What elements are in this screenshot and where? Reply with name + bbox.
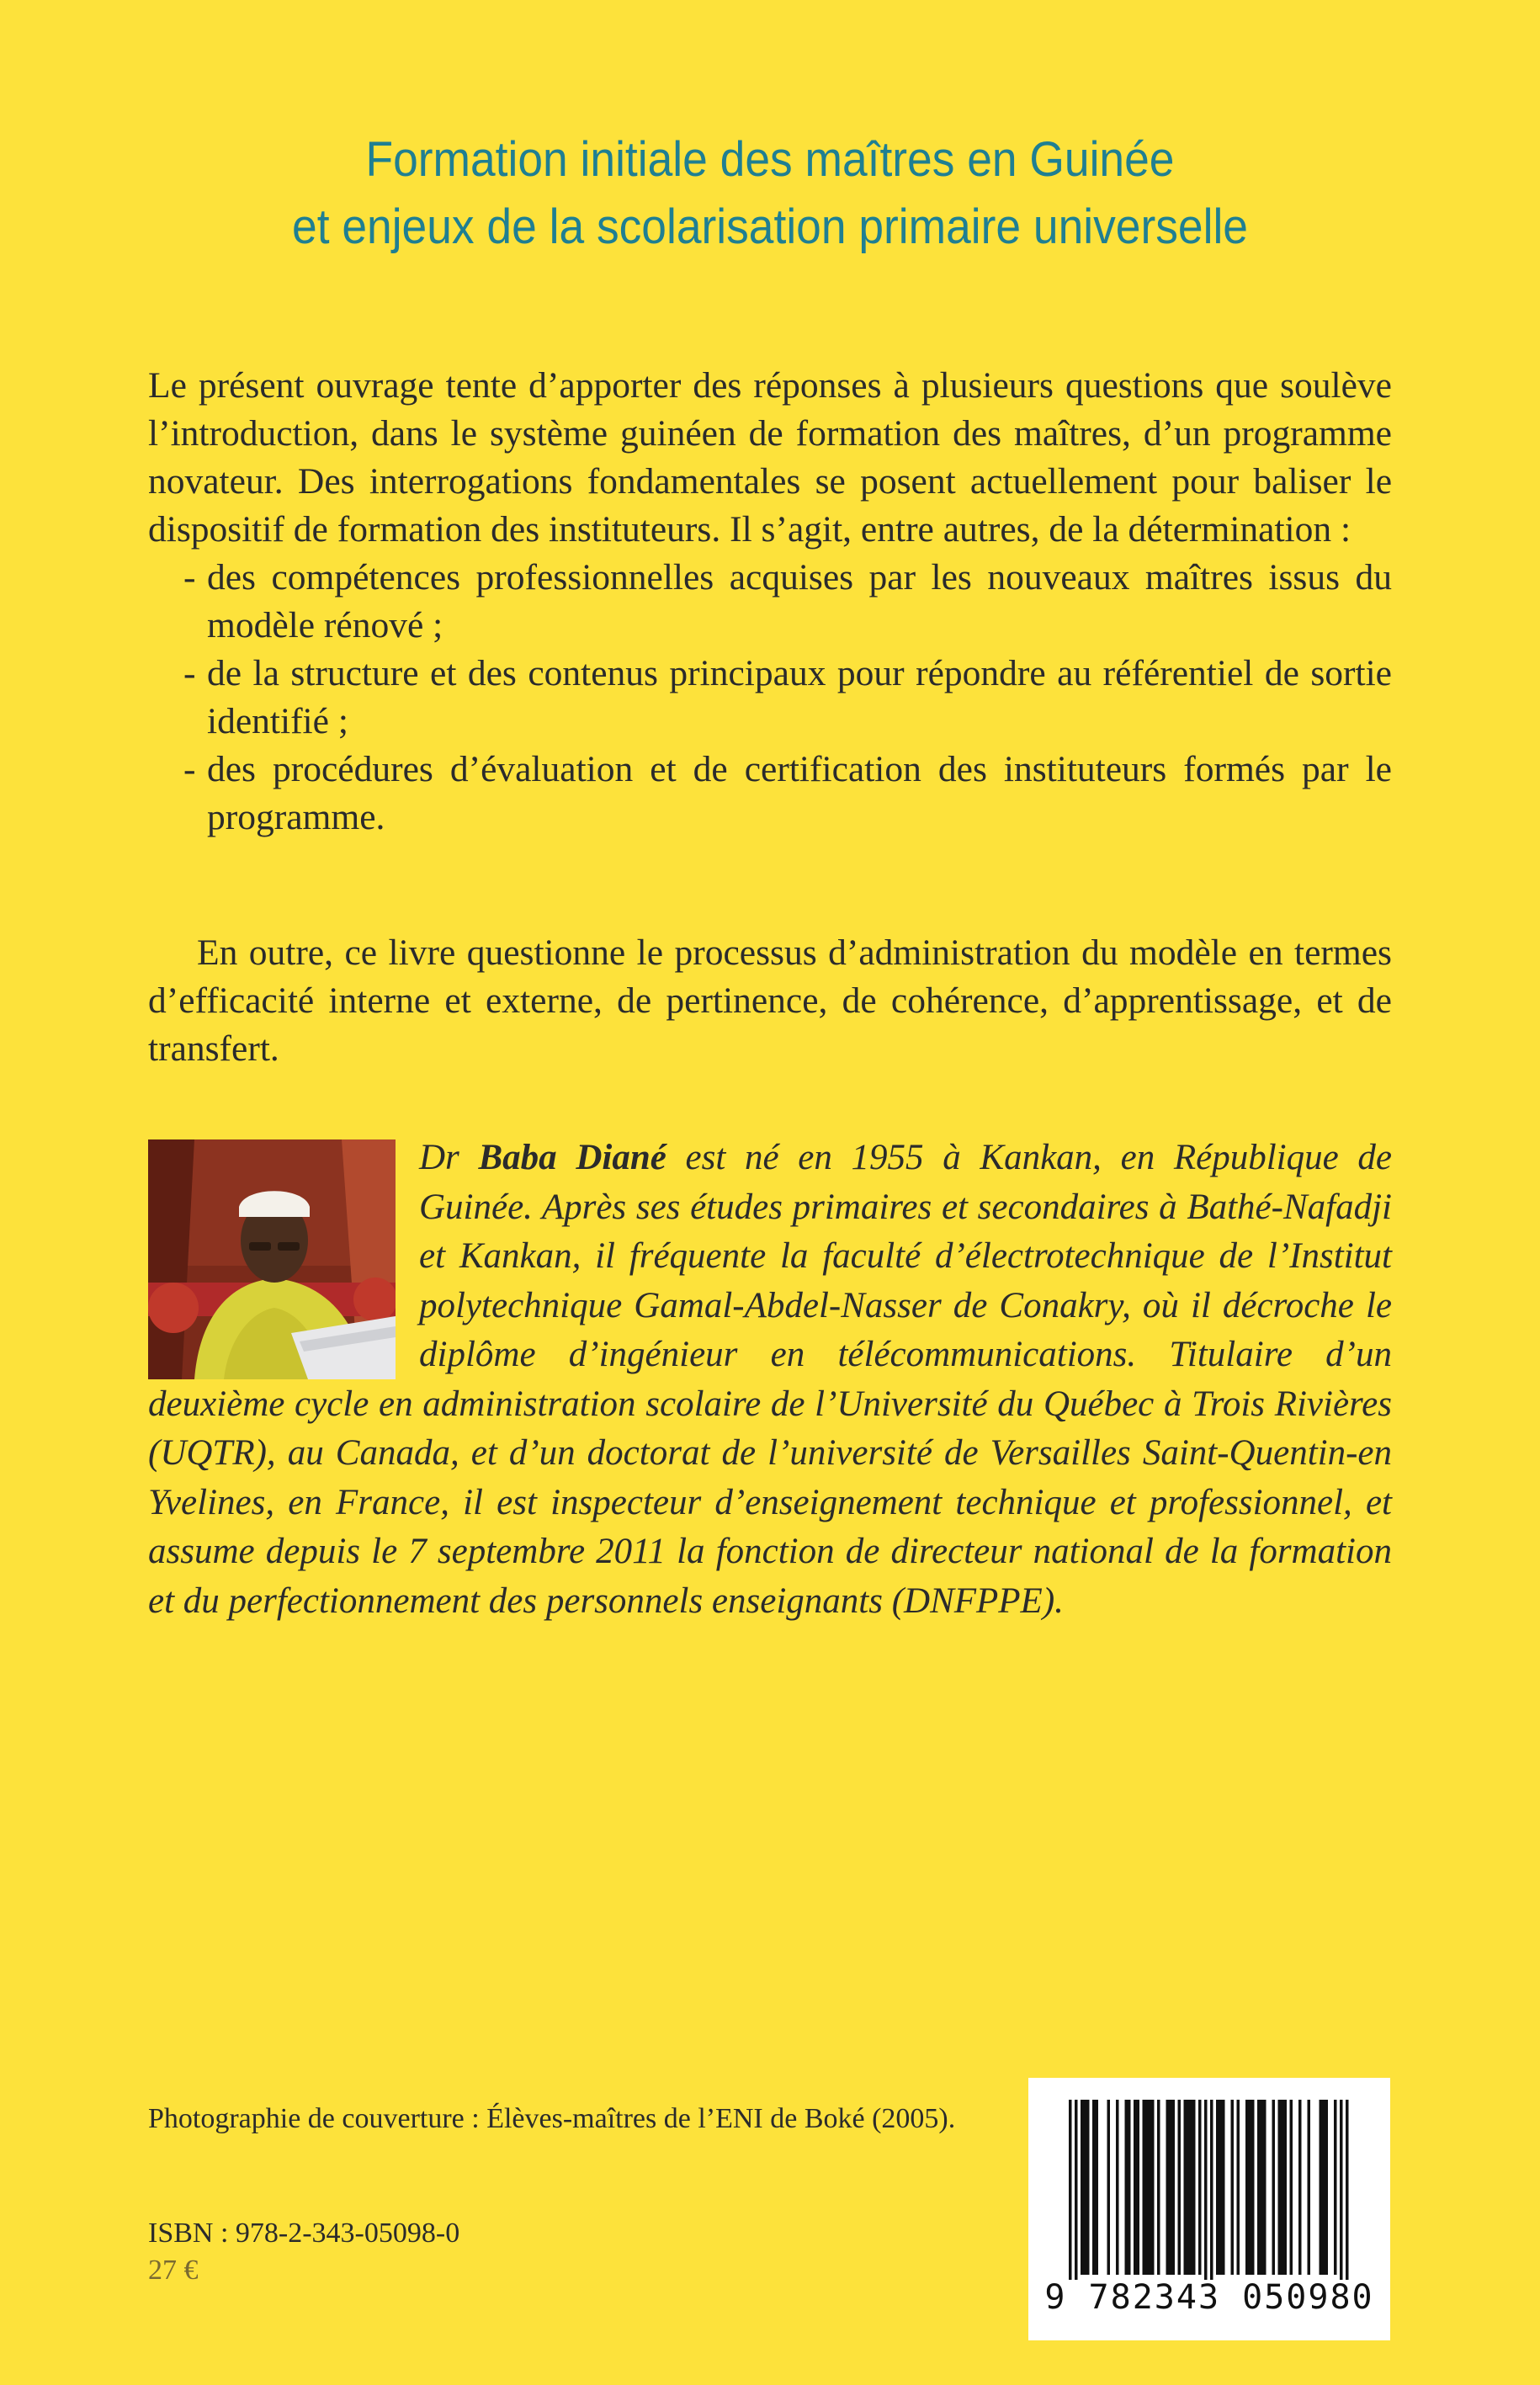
- barcode-bar: [1178, 2100, 1182, 2275]
- barcode-bar: [1320, 2100, 1323, 2275]
- barcode-bar: [1245, 2100, 1249, 2275]
- barcode-bar: [1251, 2100, 1255, 2275]
- intro-list: [148, 554, 1392, 842]
- barcode-bar: [1125, 2100, 1128, 2275]
- barcode-bar: [1340, 2100, 1343, 2280]
- barcode-bar: [1107, 2100, 1111, 2275]
- barcode-bar: [1263, 2100, 1267, 2275]
- barcode-bar: [1151, 2100, 1155, 2275]
- author-photo: [148, 1139, 396, 1379]
- barcode-bar: [1204, 2100, 1208, 2280]
- intro-list-item-text: des compétences professionnelles acquises par les nouveaux maîtres issus du modèle rénové ;: [207, 557, 1392, 645]
- intro-list-item-text: des procédures d’évaluation et de certification des instituteurs formés par le programme.: [207, 749, 1392, 837]
- intro-list-item-text: de la structure et des contenus principaux pour répondre au référentiel de sortie identifié ;: [207, 653, 1392, 741]
- barcode-bar: [1281, 2100, 1284, 2275]
- barcode-bar: [1086, 2100, 1090, 2275]
- title-line-2: et enjeux de la scolarisation primaire universelle: [292, 199, 1248, 254]
- barcode-bar: [1278, 2100, 1282, 2275]
- barcode-bars: [1028, 2078, 1390, 2280]
- barcode-bar: [1096, 2100, 1099, 2275]
- price: 27 €: [148, 2255, 199, 2286]
- barcode-bar: [1169, 2100, 1172, 2275]
- title-line-1: Formation initiale des maîtres en Guinée: [365, 132, 1175, 187]
- barcode-bar: [1237, 2100, 1240, 2275]
- barcode-bar: [1284, 2100, 1288, 2275]
- list-dash: -: [183, 749, 196, 789]
- barcode-bar: [1187, 2100, 1190, 2275]
- intro-paragraph: Le présent ouvrage tente d’apporter des réponses à plusieurs questions que soulève l’introduction, dans le système guinéen de formation des maîtres, d’un programme novateur. Des interrogations fondamentales se posent actuellement pour baliser le dispositif de formation des instituteurs. Il s’agit, entre autres, de la détermination :: [148, 365, 1392, 550]
- barcode-bar: [1184, 2100, 1187, 2275]
- intro-list-item: [148, 554, 1392, 650]
- barcode-bar: [1190, 2100, 1193, 2275]
- barcode-bar: [1157, 2100, 1160, 2275]
- barcode-bar: [1172, 2100, 1176, 2275]
- barcode-bar: [1257, 2100, 1261, 2275]
- second-paragraph: En outre, ce livre questionne le processus d’administration du modèle en termes d’efficacité interne et externe, de pertinence, de cohérence, d’apprentissage, et de transfert.: [148, 932, 1392, 1069]
- barcode-bar: [1116, 2100, 1119, 2275]
- barcode-bar: [1198, 2100, 1202, 2275]
- barcode-bar: [1261, 2100, 1264, 2275]
- bio-prefix: Dr: [419, 1138, 479, 1177]
- barcode-bar: [1272, 2100, 1276, 2275]
- barcode-bar: [1325, 2100, 1329, 2275]
- barcode-bar: [1192, 2100, 1196, 2275]
- barcode-bar: [1334, 2100, 1337, 2275]
- barcode-bar: [1134, 2100, 1137, 2275]
- barcode-bar: [1081, 2100, 1084, 2275]
- barcode-bar: [1210, 2100, 1213, 2280]
- barcode-bar: [1075, 2100, 1078, 2280]
- barcode-bar: [1092, 2100, 1096, 2275]
- barcode-bar: [1322, 2100, 1325, 2275]
- barcode-bar: [1128, 2100, 1131, 2275]
- barcode-bar: [1166, 2100, 1170, 2275]
- barcode-bar: [1308, 2100, 1311, 2275]
- barcode: [1028, 2078, 1390, 2340]
- barcode-bar: [1249, 2100, 1252, 2275]
- barcode-bar: [1216, 2100, 1219, 2275]
- intro-section: [148, 362, 1392, 842]
- barcode-bar: [1143, 2100, 1146, 2275]
- barcode-bar: [1137, 2100, 1140, 2275]
- barcode-bar: [1069, 2100, 1072, 2280]
- bio-text: est né en 1955 à Kankan, en République de Guinée. Après ses études primaires et secondaires à Bathé-Nafadji et Kankan, il fréquente la faculté d’électrotechnique de l’Institut polytechnique Gamal-Abdel-Nasser de Conakry, où il décroche le diplôme d’ingénieur en télécommunications. Titulaire d’un deuxième cycle en administration scolaire de l’Université du Québec à Trois Rivières (UQTR), au Canada, et d’un doctorat de l’université de Versailles Saint-Quentin-en Yvelines, en France, il est inspecteur d’enseignement technique et professionnel, et assume depuis le 7 septembre 2011 la fonction de directeur national de la formation et du perfectionnement des personnels enseignants (DNFPPE).: [148, 1138, 1392, 1621]
- barcode-bar: [1084, 2100, 1087, 2275]
- barcode-bar: [1290, 2100, 1293, 2275]
- list-dash: -: [183, 557, 196, 598]
- intro-list-item: [148, 746, 1392, 842]
- barcode-bar: [1145, 2100, 1149, 2275]
- barcode-bar: [1298, 2100, 1302, 2275]
- intro-list-item: [148, 650, 1392, 746]
- barcode-digits: 9 782343 050980: [1044, 2278, 1374, 2317]
- barcode-bar: [1222, 2100, 1225, 2275]
- barcode-bar: [1149, 2100, 1152, 2275]
- book-title: [61, 126, 1479, 261]
- isbn: ISBN : 978-2-343-05098-0: [148, 2218, 460, 2249]
- author-name: Baba Diané: [478, 1138, 666, 1177]
- cover-photo-credit: Photographie de couverture : Élèves-maîtres de l’ENI de Boké (2005).: [148, 2103, 956, 2134]
- barcode-bar: [1231, 2100, 1235, 2275]
- barcode-bar: [1219, 2100, 1223, 2275]
- list-dash: -: [183, 653, 196, 693]
- barcode-bar: [1346, 2100, 1349, 2280]
